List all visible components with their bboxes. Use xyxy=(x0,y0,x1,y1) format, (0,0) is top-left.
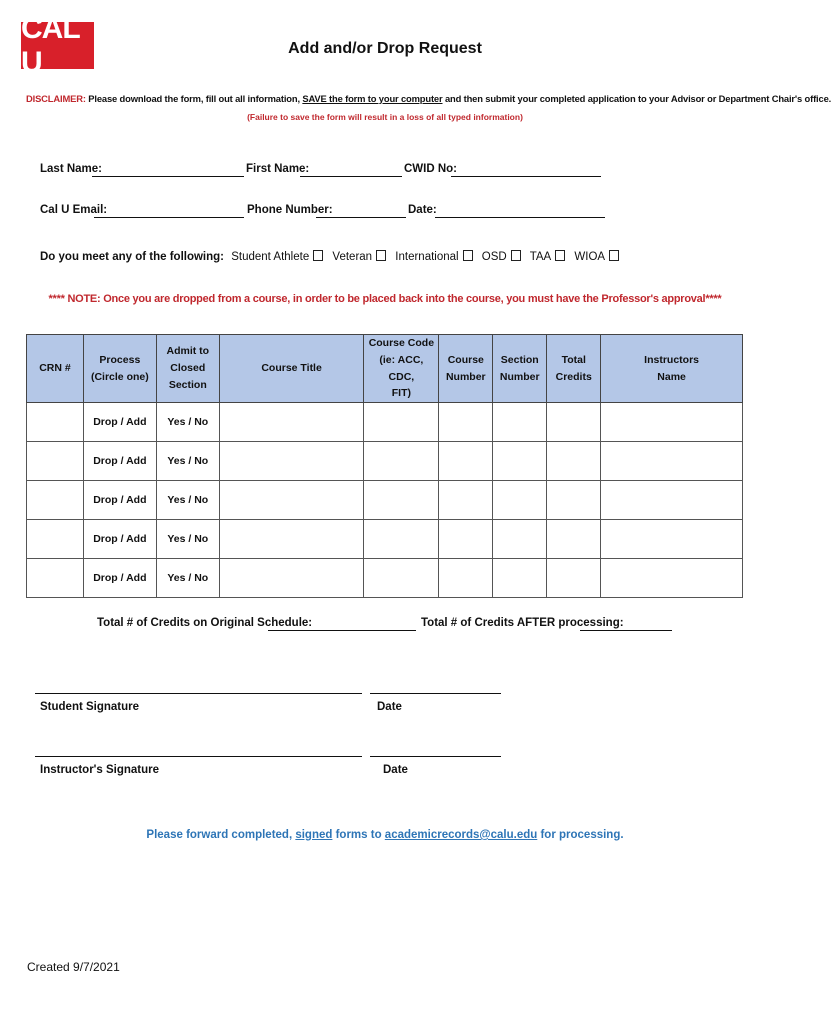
course-title-cell[interactable] xyxy=(219,481,364,520)
table-row xyxy=(27,481,743,520)
header-process: Process (Circle one) xyxy=(83,335,156,403)
admit-cell[interactable]: Yes / No xyxy=(156,559,219,598)
disclaimer xyxy=(26,93,831,104)
instructor-cell[interactable] xyxy=(601,520,743,559)
crn-cell[interactable] xyxy=(27,481,84,520)
checkbox-international[interactable] xyxy=(463,250,473,261)
first-name-field[interactable] xyxy=(300,176,402,177)
instructor-cell[interactable] xyxy=(601,481,743,520)
email-field[interactable] xyxy=(94,217,244,218)
disclaimer-text-before: Please download the form, fill out all information, xyxy=(85,93,303,104)
option-osd: OSD xyxy=(481,251,507,263)
checkbox-student-athlete[interactable] xyxy=(313,250,323,261)
admit-cell[interactable]: Yes / No xyxy=(156,442,219,481)
student-signature-label: Student Signature xyxy=(40,701,140,713)
signed-emphasis: signed xyxy=(295,829,333,841)
header-instructor-name: Instructors Name xyxy=(601,335,743,403)
cwid-label: CWID No: xyxy=(404,163,458,175)
table-row xyxy=(27,403,743,442)
crn-cell[interactable] xyxy=(27,403,84,442)
instructor-cell[interactable] xyxy=(601,403,743,442)
option-wioa: WIOA xyxy=(574,251,606,263)
checkbox-veteran[interactable] xyxy=(376,250,386,261)
table-row xyxy=(27,520,743,559)
course-code-cell[interactable] xyxy=(364,520,439,559)
header-course-code: Course Code (ie: ACC, CDC, FIT) xyxy=(364,335,439,403)
section-number-cell[interactable] xyxy=(493,520,547,559)
option-veteran: Veteran xyxy=(332,251,373,263)
total-after-field[interactable] xyxy=(580,630,672,631)
process-cell[interactable]: Drop / Add xyxy=(83,520,156,559)
instructor-signature-label: Instructor's Signature xyxy=(40,764,160,776)
section-number-cell[interactable] xyxy=(493,442,547,481)
course-title-cell[interactable] xyxy=(219,403,364,442)
course-title-cell[interactable] xyxy=(219,442,364,481)
crn-cell[interactable] xyxy=(27,520,84,559)
admit-cell[interactable]: Yes / No xyxy=(156,481,219,520)
course-title-cell[interactable] xyxy=(219,559,364,598)
last-name-field[interactable] xyxy=(92,176,244,177)
course-number-cell[interactable] xyxy=(439,559,493,598)
disclaimer-label: DISCLAIMER: xyxy=(26,93,86,104)
table-header-row xyxy=(27,335,743,403)
academic-records-email-link[interactable]: academicrecords@calu.edu xyxy=(384,829,538,841)
process-cell[interactable]: Drop / Add xyxy=(83,481,156,520)
crn-cell[interactable] xyxy=(27,442,84,481)
professor-approval-note: **** NOTE: Once you are dropped from a course, in order to be placed back into the course, you must have the Professor's approval**** xyxy=(48,293,722,305)
credits-cell[interactable] xyxy=(547,520,601,559)
course-number-cell[interactable] xyxy=(439,442,493,481)
table-row xyxy=(27,559,743,598)
failure-note: (Failure to save the form will result in a loss of all typed information) xyxy=(247,112,523,122)
option-student-athlete: Student Athlete xyxy=(231,251,310,263)
admit-cell[interactable]: Yes / No xyxy=(156,520,219,559)
instructor-cell[interactable] xyxy=(601,559,743,598)
course-table xyxy=(26,334,743,598)
header-course-title: Course Title xyxy=(219,335,364,403)
phone-field[interactable] xyxy=(316,217,406,218)
section-number-cell[interactable] xyxy=(493,481,547,520)
calu-logo: CAL U xyxy=(21,22,94,69)
course-number-cell[interactable] xyxy=(439,520,493,559)
instructor-signature-line[interactable] xyxy=(35,756,362,757)
credits-cell[interactable] xyxy=(547,559,601,598)
process-cell[interactable]: Drop / Add xyxy=(83,559,156,598)
course-code-cell[interactable] xyxy=(364,403,439,442)
cwid-field[interactable] xyxy=(451,176,601,177)
credits-cell[interactable] xyxy=(547,481,601,520)
section-number-cell[interactable] xyxy=(493,559,547,598)
email-label: Cal U Email: xyxy=(40,204,108,216)
header-total-credits: Total Credits xyxy=(547,335,601,403)
phone-label: Phone Number: xyxy=(247,204,333,216)
created-date: Created 9/7/2021 xyxy=(27,960,120,974)
total-original-label: Total # of Credits on Original Schedule: xyxy=(97,617,313,629)
process-cell[interactable]: Drop / Add xyxy=(83,403,156,442)
section-number-cell[interactable] xyxy=(493,403,547,442)
header-admit: Admit to Closed Section xyxy=(156,335,219,403)
eligibility-question: Do you meet any of the following: xyxy=(40,251,224,263)
checkbox-taa[interactable] xyxy=(555,250,565,261)
course-title-cell[interactable] xyxy=(219,520,364,559)
option-taa: TAA xyxy=(529,251,552,263)
header-course-number: Course Number xyxy=(439,335,493,403)
student-date-line[interactable] xyxy=(370,693,501,694)
admit-cell[interactable]: Yes / No xyxy=(156,403,219,442)
disclaimer-text-after: and then submit your completed application to your Advisor or Department Chair's office. xyxy=(442,93,831,104)
process-cell[interactable]: Drop / Add xyxy=(83,442,156,481)
header-section-number: Section Number xyxy=(493,335,547,403)
instructor-date-line[interactable] xyxy=(370,756,501,757)
checkbox-osd[interactable] xyxy=(511,250,521,261)
first-name-label: First Name: xyxy=(246,163,310,175)
option-international: International xyxy=(395,251,459,263)
page-title: Add and/or Drop Request xyxy=(288,40,482,57)
forward-instructions: Please forward completed, signed forms to academicrecords@calu.edu for processing. xyxy=(146,829,624,841)
table-row xyxy=(27,442,743,481)
date-field[interactable] xyxy=(435,217,605,218)
instructor-cell[interactable] xyxy=(601,442,743,481)
credits-cell[interactable] xyxy=(547,403,601,442)
header-crn: CRN # xyxy=(27,335,84,403)
student-date-label: Date xyxy=(377,701,402,713)
total-after-label: Total # of Credits AFTER processing: xyxy=(421,617,624,629)
date-label: Date: xyxy=(408,204,437,216)
eligibility-row xyxy=(40,250,625,263)
crn-cell[interactable] xyxy=(27,559,84,598)
course-code-cell[interactable] xyxy=(364,442,439,481)
total-original-field[interactable] xyxy=(268,630,416,631)
disclaimer-underlined: SAVE the form to your computer xyxy=(302,93,443,104)
student-signature-line[interactable] xyxy=(35,693,362,694)
last-name-label: Last Name: xyxy=(40,163,102,175)
course-number-cell[interactable] xyxy=(439,403,493,442)
course-code-cell[interactable] xyxy=(364,481,439,520)
course-code-cell[interactable] xyxy=(364,559,439,598)
checkbox-wioa[interactable] xyxy=(609,250,619,261)
credits-cell[interactable] xyxy=(547,442,601,481)
course-number-cell[interactable] xyxy=(439,481,493,520)
instructor-date-label: Date xyxy=(383,764,408,776)
